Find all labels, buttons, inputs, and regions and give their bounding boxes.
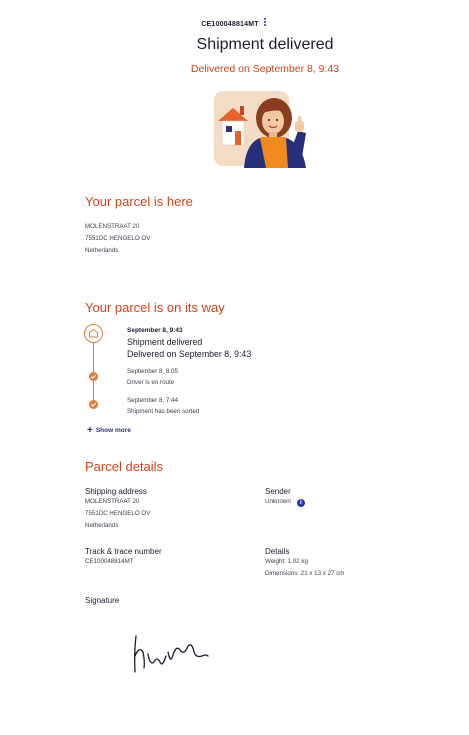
parcel-location-heading: Your parcel is here bbox=[85, 194, 193, 209]
sender-value: Unknown bbox=[265, 498, 291, 505]
signature-label: Signature bbox=[85, 596, 120, 605]
shipping-address-block bbox=[85, 487, 150, 532]
delivery-status: Delivered on September 8, 9:43 bbox=[190, 63, 340, 75]
details-block bbox=[265, 547, 344, 580]
event-time: September 8, 7:44 bbox=[127, 397, 178, 404]
details-label: Details bbox=[265, 547, 290, 556]
timeline-event bbox=[127, 366, 178, 388]
home-icon bbox=[84, 324, 103, 343]
track-trace-value: CE100048814MT bbox=[85, 558, 134, 565]
timeline-event bbox=[127, 327, 251, 360]
show-more-button[interactable] bbox=[87, 425, 131, 436]
parcel-location-address bbox=[85, 221, 150, 257]
show-more-label: Show more bbox=[95, 427, 131, 434]
tracking-number-header bbox=[0, 18, 469, 28]
timeline-heading: Your parcel is on its way bbox=[85, 300, 225, 315]
shipping-address-line-1: MOLENSTRAAT 20 bbox=[85, 498, 140, 505]
page-title: Shipment delivered bbox=[196, 36, 334, 53]
tracking-number: CE100048814MT bbox=[201, 21, 259, 28]
check-icon bbox=[89, 372, 98, 381]
info-icon[interactable]: i bbox=[297, 499, 305, 507]
event-detail: Driver is en route bbox=[127, 379, 175, 386]
check-icon bbox=[89, 400, 98, 409]
event-time: September 8, 9:43 bbox=[127, 327, 183, 334]
address-country: Netherlands bbox=[85, 247, 119, 254]
delivery-courier-illustration bbox=[214, 91, 318, 168]
address-line-2: 7551DC HENGELO OV bbox=[85, 235, 151, 242]
signature-image bbox=[130, 632, 210, 681]
shipping-address-line-2: 7551DC HENGELO OV bbox=[85, 510, 151, 517]
event-detail: Shipment has been sorted bbox=[127, 408, 200, 415]
weight-value: Weight: 1.02 kg bbox=[265, 558, 308, 565]
event-time: September 8, 8:05 bbox=[127, 368, 178, 375]
sender-label: Sender bbox=[265, 487, 291, 496]
parcel-details-heading: Parcel details bbox=[85, 459, 164, 474]
more-options-icon[interactable] bbox=[262, 18, 268, 27]
timeline-event bbox=[127, 395, 199, 417]
sender-value-row bbox=[265, 496, 305, 508]
event-detail: Delivered on September 8, 9:43 bbox=[127, 349, 252, 359]
track-trace-label: Track & trace number bbox=[85, 547, 162, 556]
event-title: Shipment delivered bbox=[127, 337, 203, 347]
plus-icon: + bbox=[87, 425, 93, 436]
address-line-1: MOLENSTRAAT 20 bbox=[85, 223, 140, 230]
shipping-address-label: Shipping address bbox=[85, 487, 147, 496]
track-trace-block bbox=[85, 547, 162, 568]
dimensions-value: Dimensions: 21 x 13 x 27 cm bbox=[265, 570, 345, 577]
sender-block bbox=[265, 487, 305, 508]
shipping-address-country: Netherlands bbox=[85, 522, 119, 529]
